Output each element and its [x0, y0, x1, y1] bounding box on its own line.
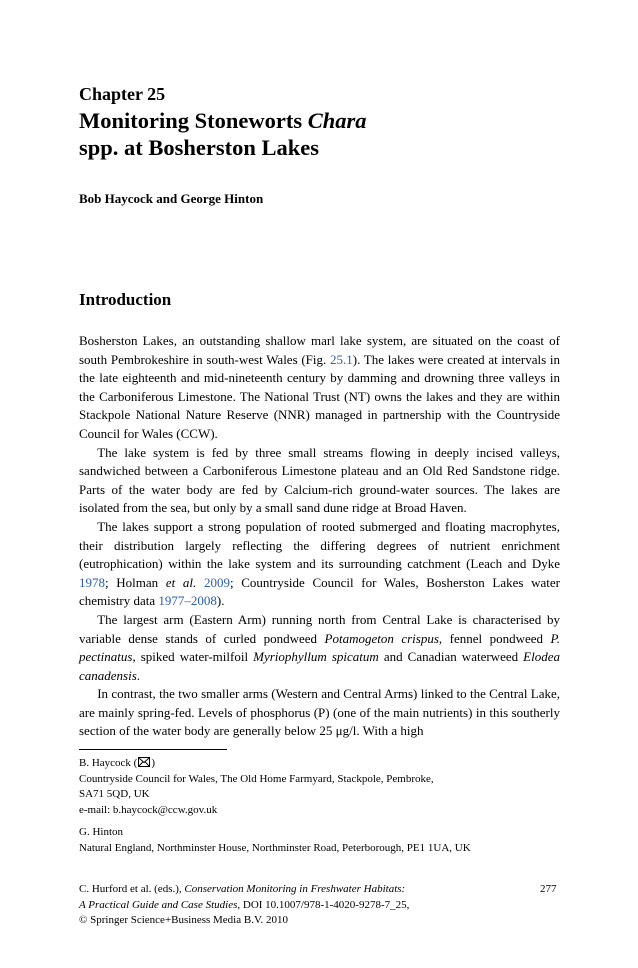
- paragraph: Bosherston Lakes, an outstanding shallow marl lake system, are situated on the coast of south Pembrokeshire in south-west Wales (Fig. 25.1). The lakes were created at intervals in the late eighteenth and mid-nineteenth century by damming and drowning three valleys in the Carboniferous Limestone. The National Trust (NT) owns the lakes and they are within Stackpole National Nature Reserve (NNR) managed in partnership with the Countryside Council for Wales (CCW).: [79, 333, 561, 441]
- footer-line: A Practical Guide and Case Studies, DOI 10.1007/978-1-4020-9278-7_25,: [79, 898, 410, 911]
- chapter-label: Chapter 25: [79, 84, 166, 104]
- figure-link[interactable]: 25.1: [329, 351, 353, 367]
- section-heading: Introduction: [79, 290, 172, 309]
- citation-link[interactable]: 1977–2008: [158, 593, 217, 609]
- citation-footer: [79, 882, 409, 929]
- affiliation-address: Countryside Council for Wales, The Old Home Farmyard, Stackpole, Pembroke,: [79, 772, 434, 785]
- affiliation-address: Natural England, Northminster House, Northminster Road, Peterborough, PE1 1UA, UK: [79, 841, 471, 854]
- footnote-divider: [79, 749, 227, 750]
- affiliations: [79, 756, 471, 856]
- affiliation-author-2: G. Hinton: [79, 826, 123, 838]
- chapter-title-line-1: [79, 107, 367, 134]
- page-number: 277: [540, 883, 557, 895]
- authors: Bob Haycock and George Hinton: [79, 191, 264, 206]
- citation-link[interactable]: 2009: [203, 574, 230, 590]
- paragraph: The lake system is fed by three small streams flowing in deeply incised valleys, sandwiched between a Carboniferous Limestone plateau and an Old Red Sandstone ridge. Parts of the water body are fed by Calcium-rich ground-water sources. The lakes are isolated from the sea, but only by a small sand dune ridge at Broad Haven.: [79, 444, 560, 516]
- footer-line: C. Hurford et al. (eds.), Conservation Monitoring in Freshwater Habitats:: [79, 883, 406, 895]
- email-address[interactable]: e-mail: b.haycock@ccw.gov.uk: [79, 803, 218, 816]
- body-text: [79, 332, 560, 741]
- title-text: Monitoring Stoneworts: [79, 108, 308, 133]
- affiliation-address: SA71 5QD, UK: [79, 788, 150, 800]
- chapter-title-line-2: spp. at Bosherston Lakes: [79, 135, 320, 160]
- paragraph: The largest arm (Eastern Arm) running north from Central Lake is characterised by variable dense stands of curled pondweed Potamogeton crispus, fennel pondweed P. pectinatus, spiked water-milfoil Myriophyllum spicatum and Canadian waterweed Elodea canadensis.: [79, 611, 560, 683]
- paragraph: In contrast, the two smaller arms (Western and Central Arms) linked to the Central Lake, are mainly spring-fed. Levels of phosphorus (P) (one of the main nutrients) in this southerly section of the water body are generally below 25 μg/l. With a high: [79, 686, 560, 739]
- copyright: © Springer Science+Business Media B.V. 2010: [79, 914, 288, 926]
- chapter-title: [79, 107, 367, 161]
- citation-link[interactable]: 1978: [79, 574, 105, 590]
- envelope-icon: [138, 757, 150, 767]
- paragraph: The lakes support a strong population of rooted submerged and floating macrophytes, their distribution largely reflecting the differing degrees of nutrient enrichment (eutrophication) within the lake system and its surrounding catchment (Leach and Dyke 1978; Holman et al. 2009; Countryside Council for Wales, Bosherston Lakes water chemistry data 1977–2008).: [79, 518, 560, 609]
- title-genus: Chara: [307, 108, 367, 133]
- affiliation-author-1: B. Haycock ( ): [79, 757, 156, 769]
